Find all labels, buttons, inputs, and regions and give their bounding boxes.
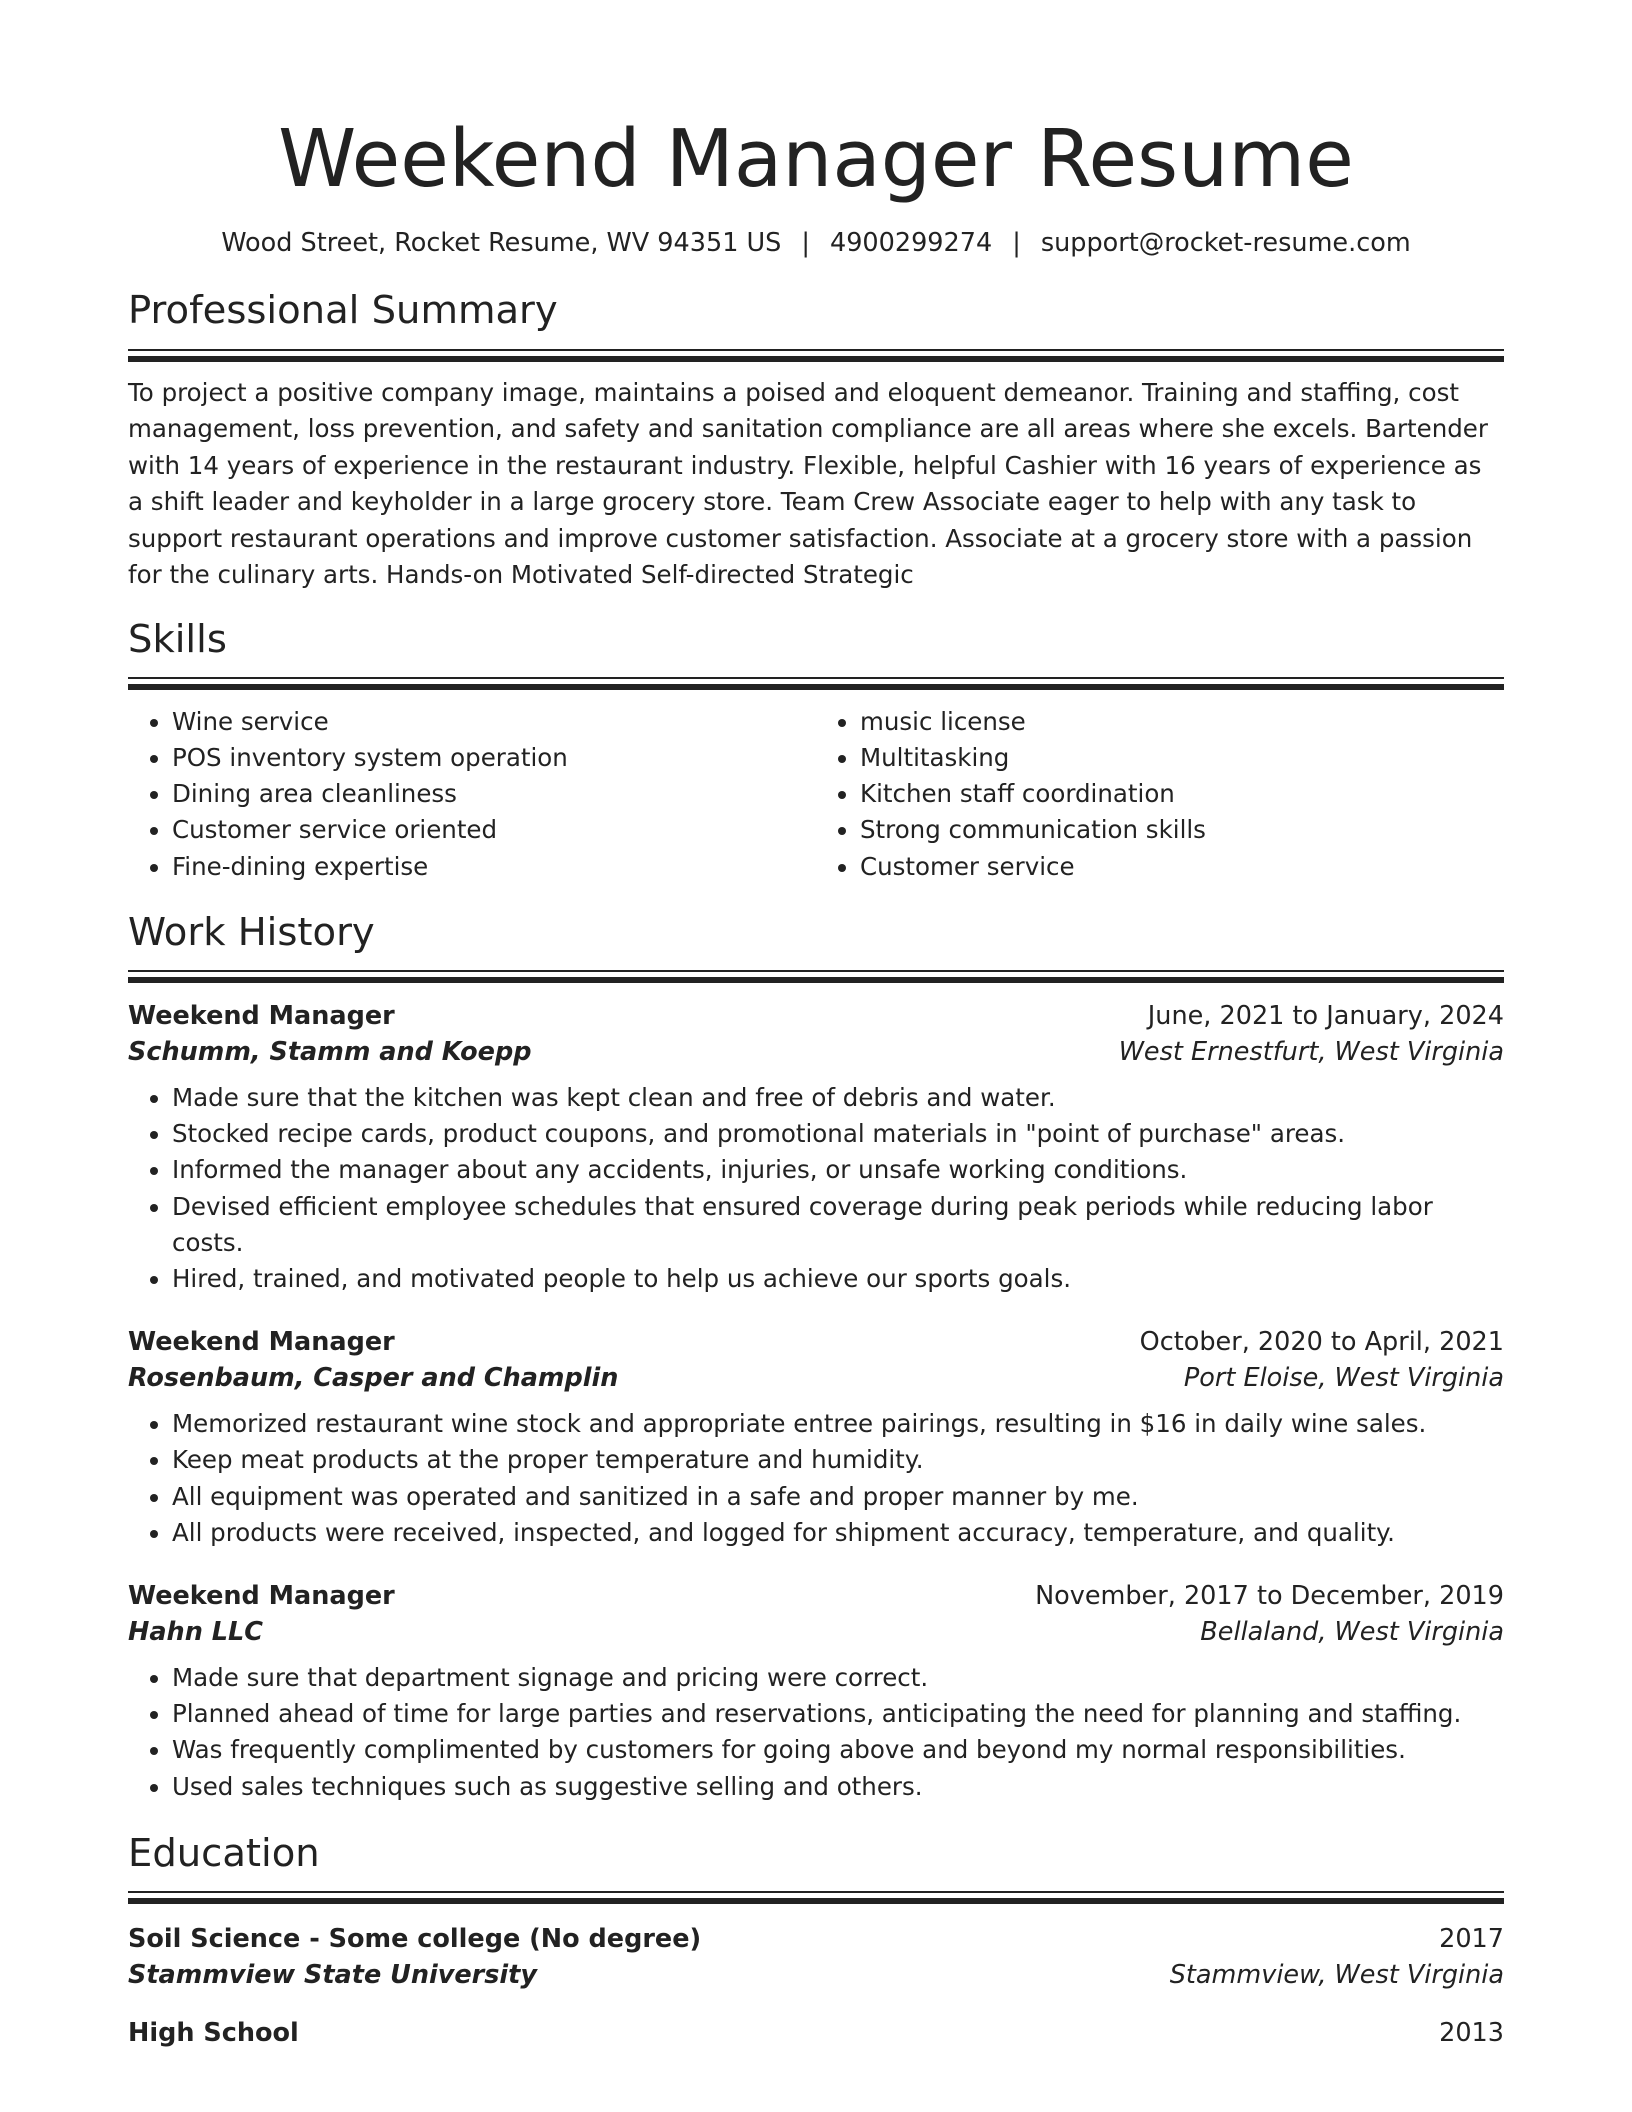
job-header-row: [128, 1001, 1504, 1031]
skill-item: • music license: [860, 704, 1504, 740]
education-location: Stammview, West Virginia: [1169, 1959, 1504, 1990]
education-degree: Soil Science - Some college (No degree): [128, 1923, 702, 1954]
section-divider: [128, 1891, 1504, 1904]
section-divider: [128, 970, 1504, 983]
job-bullet: • Planned ahead of time for large parties and reservations, anticipating the need for planning and staffing.: [172, 1696, 1504, 1732]
job-header-row: [128, 1327, 1504, 1357]
job-bullet: • Memorized restaurant wine stock and appropriate entree pairings, resulting in $16 in daily wine sales.: [172, 1406, 1504, 1442]
job-bullet: • All products were received, inspected, and logged for shipment accuracy, temperature, and quality.: [172, 1515, 1504, 1551]
job-bullets: [128, 1660, 1504, 1805]
skills-columns: [128, 704, 1504, 885]
job-bullet: • Made sure that the kitchen was kept clean and free of debris and water.: [172, 1080, 1504, 1116]
job-company-row: [128, 1037, 1504, 1067]
education-section: [128, 1831, 1504, 2048]
job-title: Weekend Manager: [128, 1327, 395, 1358]
job-bullets: [128, 1406, 1504, 1551]
section-heading-summary: Professional Summary: [128, 288, 558, 334]
job-title: Weekend Manager: [128, 1000, 395, 1031]
skill-item: • Customer service oriented: [172, 812, 816, 848]
job-location: Bellaland, West Virginia: [1200, 1616, 1504, 1647]
skills-list-right: [816, 704, 1504, 885]
skill-item: • Fine-dining expertise: [172, 849, 816, 885]
job-dates: November, 2017 to December, 2019: [1035, 1580, 1504, 1611]
job-bullets: [128, 1080, 1504, 1297]
job-bullet: • Devised efficient employee schedules that ensured coverage during peak periods while reducing labor costs.: [172, 1189, 1504, 1261]
section-heading-work-history: Work History: [128, 909, 375, 955]
summary-section: [128, 288, 1504, 593]
resume-title: Weekend Manager Resume: [278, 113, 1354, 205]
skill-item: • Multitasking: [860, 740, 1504, 776]
skills-list-left: [128, 704, 816, 885]
contact-address: Wood Street, Rocket Resume, WV 94351 US: [221, 227, 782, 258]
job-company: Hahn LLC: [128, 1616, 263, 1647]
job-location: Port Eloise, West Virginia: [1183, 1363, 1504, 1394]
skills-section: [128, 617, 1504, 885]
skill-item: • Dining area cleanliness: [172, 776, 816, 812]
summary-text: To project a positive company image, maintains a poised and eloquent demeanor. Training and staffing, cost management, loss prevention, and safety and sanitation compliance are all areas where she excels. Bartender with 14 years of experience in the restaurant industry. Flexible, helpful Cashier with 16 years of experience as a shift leader and keyholder in a large grocery store. Team Crew Associate eager to help with any task to support restaurant operations and improve customer satisfaction. Associate at a grocery store with a passion for the culinary arts. Hands-on Motivated Self-directed Strategic: [128, 377, 1488, 590]
education-school-row: [128, 1960, 1504, 1990]
job-entry: [128, 1327, 1504, 1551]
job-entry: [128, 1001, 1504, 1297]
job-location: West Ernestfurt, West Virginia: [1118, 1036, 1504, 1067]
job-company-row: [128, 1617, 1504, 1647]
skill-item: • POS inventory system operation: [172, 740, 816, 776]
job-bullet: • Keep meat products at the proper temperature and humidity.: [172, 1442, 1504, 1478]
job-bullet: • Hired, trained, and motivated people to help us achieve our sports goals.: [172, 1261, 1504, 1297]
job-bullet: • Informed the manager about any accidents, injuries, or unsafe working conditions.: [172, 1152, 1504, 1188]
job-entry: [128, 1581, 1504, 1805]
job-company: Rosenbaum, Casper and Champlin: [128, 1363, 619, 1394]
section-divider: [128, 349, 1504, 362]
job-company-row: [128, 1363, 1504, 1393]
job-bullet: • Used sales techniques such as suggestive selling and others.: [172, 1769, 1504, 1805]
education-entry: [128, 2018, 1504, 2048]
job-title: Weekend Manager: [128, 1580, 395, 1611]
job-bullet: • Was frequently complimented by customers for going above and beyond my normal responsibilities.: [172, 1732, 1504, 1768]
skill-item: • Customer service: [860, 849, 1504, 885]
job-bullet: • Made sure that department signage and pricing were correct.: [172, 1660, 1504, 1696]
skill-item: • Wine service: [172, 704, 816, 740]
section-heading-skills: Skills: [128, 616, 227, 662]
education-degree: High School: [128, 2017, 299, 2048]
job-bullet: • Stocked recipe cards, product coupons, and promotional materials in "point of purchase" areas.: [172, 1116, 1504, 1152]
job-bullet: • All equipment was operated and sanitized in a safe and proper manner by me.: [172, 1479, 1504, 1515]
section-heading-education: Education: [128, 1830, 320, 1876]
contact-separator: |: [1012, 227, 1021, 258]
contact-line: [128, 228, 1504, 259]
job-dates: June, 2021 to January, 2024: [1147, 1000, 1504, 1031]
education-entry: [128, 1924, 1504, 1990]
section-divider: [128, 677, 1504, 690]
job-company: Schumm, Stamm and Koepp: [128, 1036, 532, 1067]
education-header-row: [128, 1924, 1504, 1954]
skill-item: • Strong communication skills: [860, 812, 1504, 848]
education-year: 2013: [1439, 2017, 1504, 2048]
work-history-section: [128, 910, 1504, 1805]
education-year: 2017: [1439, 1923, 1504, 1954]
contact-separator: |: [801, 227, 810, 258]
job-dates: October, 2020 to April, 2021: [1139, 1327, 1504, 1358]
contact-phone: 4900299274: [829, 227, 993, 258]
job-header-row: [128, 1581, 1504, 1611]
education-header-row: [128, 2018, 1504, 2048]
education-school: Stammview State University: [128, 1959, 537, 1990]
skill-item: • Kitchen staff coordination: [860, 776, 1504, 812]
contact-email: support@rocket-resume.com: [1040, 227, 1411, 258]
